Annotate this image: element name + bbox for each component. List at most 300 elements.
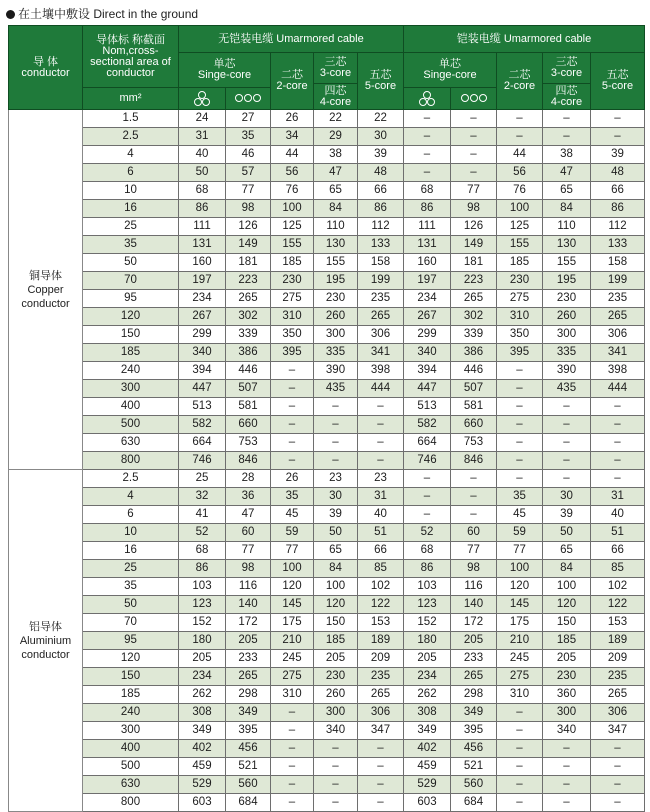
cell-current-rating: 153 [358,614,404,632]
cell-current-rating: 349 [451,704,497,722]
cell-current-rating: – [497,740,543,758]
cell-current-rating: 298 [226,686,271,704]
cell-current-rating: 150 [543,614,591,632]
cell-current-rating: – [451,164,497,182]
cell-current-rating: 40 [591,506,645,524]
cell-current-rating: 444 [591,380,645,398]
header-nom-cn: 导体标 称截面 [95,33,166,46]
cell-current-rating: – [497,470,543,488]
cell-current-rating: – [404,164,451,182]
cell-current-rating: 98 [226,560,271,578]
header-5-core-armored [591,53,645,110]
cell-current-rating: – [543,452,591,470]
cell-current-rating: 275 [271,290,314,308]
cell-current-rating: 131 [179,236,226,254]
cell-current-rating: 223 [451,272,497,290]
cell-current-rating: 39 [358,146,404,164]
table-row [9,524,645,542]
cell-current-rating: 394 [179,362,226,380]
header-3-core [314,53,358,84]
cell-current-rating: – [314,794,358,812]
cell-current-rating: 66 [358,542,404,560]
cell-current-rating: 275 [497,290,543,308]
cell-current-rating: 521 [451,758,497,776]
cell-current-rating: 155 [271,236,314,254]
cell-current-rating: 65 [543,182,591,200]
cell-current-rating: 265 [358,308,404,326]
cell-current-rating: 306 [358,704,404,722]
cell-current-rating: 149 [451,236,497,254]
cell-current-rating: – [497,758,543,776]
cell-current-rating: 360 [543,686,591,704]
cell-current-rating: – [271,380,314,398]
cell-current-rating: 235 [358,290,404,308]
cell-current-rating: 86 [591,200,645,218]
cell-current-rating: 23 [314,470,358,488]
three-cn: 三芯 [555,56,578,68]
cell-cross-section: 4 [83,146,179,164]
cell-current-rating: 111 [404,218,451,236]
cell-cross-section: 185 [83,686,179,704]
cell-current-rating: 116 [451,578,497,596]
cell-current-rating: 100 [271,200,314,218]
caption-text: 在土壤中敷设 Direct in the ground [18,7,199,21]
cell-current-rating: 846 [226,452,271,470]
single-en: Singe-core [197,69,252,81]
cell-current-rating: 122 [358,596,404,614]
cell-current-rating: 308 [404,704,451,722]
header-conductor [9,26,83,110]
cell-current-rating: 22 [358,110,404,128]
trefoil-icon [404,88,451,110]
cell-current-rating: – [314,452,358,470]
header-armored-group: 铠装电缆 Umarmored cable [404,26,645,53]
cell-current-rating: 45 [271,506,314,524]
cell-current-rating: 402 [179,740,226,758]
cell-current-rating: 846 [451,452,497,470]
cell-current-rating: 112 [358,218,404,236]
cell-current-rating: – [271,434,314,452]
cell-current-rating: 456 [451,740,497,758]
cell-current-rating: 205 [314,650,358,668]
cell-current-rating: 341 [591,344,645,362]
cell-current-rating: – [358,452,404,470]
cell-current-rating: – [497,398,543,416]
cell-current-rating: 300 [314,704,358,722]
cell-current-rating: 446 [451,362,497,380]
cell-current-rating: 235 [591,290,645,308]
table-row [9,110,645,128]
single-cn: 单芯 [213,58,236,70]
cell-current-rating: 77 [271,542,314,560]
cell-current-rating: – [591,794,645,812]
header-4-core [314,84,358,110]
cell-cross-section: 95 [83,632,179,650]
cell-current-rating: 84 [543,200,591,218]
cell-current-rating: 44 [497,146,543,164]
cell-current-rating: – [314,434,358,452]
single-en: Singe-core [423,69,477,81]
cell-current-rating: – [271,722,314,740]
cell-current-rating: 265 [451,668,497,686]
cell-current-rating: 86 [404,200,451,218]
cell-current-rating: – [404,470,451,488]
cell-current-rating: 262 [179,686,226,704]
cell-cross-section: 16 [83,200,179,218]
cell-current-rating: 223 [226,272,271,290]
cell-current-rating: 48 [358,164,404,182]
cell-current-rating: 68 [404,542,451,560]
cell-current-rating: 68 [404,182,451,200]
cell-current-rating: 149 [226,236,271,254]
four-cn: 四芯 [324,84,347,97]
cell-current-rating: – [271,362,314,380]
cell-current-rating: 341 [358,344,404,362]
cell-current-rating: 300 [314,326,358,344]
cell-current-rating: 47 [226,506,271,524]
cell-current-rating: 102 [358,578,404,596]
cell-cross-section: 800 [83,794,179,812]
cell-cross-section: 150 [83,326,179,344]
cell-current-rating: 26 [271,470,314,488]
cell-current-rating: 386 [226,344,271,362]
cell-current-rating: 395 [451,722,497,740]
single-cn: 单芯 [439,58,461,70]
table-row [9,308,645,326]
table-row [9,488,645,506]
cell-current-rating: 310 [497,686,543,704]
cell-current-rating: – [497,434,543,452]
cell-current-rating: 529 [179,776,226,794]
cell-current-rating: 152 [404,614,451,632]
cell-current-rating: 158 [591,254,645,272]
cell-current-rating: 65 [543,542,591,560]
cell-current-rating: 298 [451,686,497,704]
cell-current-rating: 116 [226,578,271,596]
cell-current-rating: 684 [451,794,497,812]
cell-current-rating: 35 [271,488,314,506]
cell-current-rating: 155 [543,254,591,272]
cell-current-rating: 664 [179,434,226,452]
cell-cross-section: 70 [83,614,179,632]
header-unarmored-group: 无铠装电缆 Umarmored cable [179,26,404,53]
cell-current-rating: 120 [314,596,358,614]
cell-current-rating: – [543,416,591,434]
table-row [9,254,645,272]
cell-cross-section: 95 [83,290,179,308]
cell-current-rating: 581 [226,398,271,416]
cell-current-rating: 205 [451,632,497,650]
cell-current-rating: 245 [271,650,314,668]
cell-current-rating: 39 [591,146,645,164]
cell-current-rating: 230 [314,290,358,308]
cell-current-rating: 140 [226,596,271,614]
cell-current-rating: 155 [497,236,543,254]
cell-current-rating: 31 [591,488,645,506]
cell-current-rating: 395 [497,344,543,362]
cell-current-rating: 103 [179,578,226,596]
cell-current-rating: – [497,110,543,128]
table-row [9,218,645,236]
table-row [9,542,645,560]
cell-current-rating: 180 [179,632,226,650]
cell-current-rating: 347 [591,722,645,740]
cell-current-rating: 40 [358,506,404,524]
cell-current-rating: 84 [314,560,358,578]
cell-current-rating: 507 [451,380,497,398]
header-conductor-en: conductor [21,66,70,79]
cell-current-rating: 60 [451,524,497,542]
cell-current-rating: 175 [271,614,314,632]
table-row [9,452,645,470]
cell-current-rating: 155 [314,254,358,272]
cell-current-rating: 52 [179,524,226,542]
cell-current-rating: 77 [497,542,543,560]
cell-current-rating: 199 [591,272,645,290]
cell-current-rating: 560 [451,776,497,794]
three-en: 3-core [319,67,352,79]
table-row [9,506,645,524]
cell-current-rating: – [591,470,645,488]
cell-cross-section: 2.5 [83,470,179,488]
cell-current-rating: 27 [226,110,271,128]
cell-current-rating: – [543,110,591,128]
four-en: 4-core [319,95,352,108]
cell-current-rating: 38 [314,146,358,164]
cell-current-rating: 446 [226,362,271,380]
cell-cross-section: 6 [83,506,179,524]
cell-current-rating: 41 [179,506,226,524]
group-name-cn: 铝导体 [29,620,62,633]
cell-current-rating: 30 [358,128,404,146]
cell-current-rating: – [591,776,645,794]
cell-current-rating: 102 [591,578,645,596]
cell-current-rating: 59 [271,524,314,542]
cell-cross-section: 185 [83,344,179,362]
cell-current-rating: 664 [404,434,451,452]
cell-current-rating: – [543,470,591,488]
cell-current-rating: 85 [591,560,645,578]
cell-current-rating: – [497,452,543,470]
cell-current-rating: 210 [497,632,543,650]
group-copper-conductor [9,110,83,470]
table-row [9,434,645,452]
cell-current-rating: 233 [226,650,271,668]
cell-current-rating: 125 [271,218,314,236]
table-row [9,128,645,146]
cell-current-rating: 205 [404,650,451,668]
table-row [9,200,645,218]
cell-current-rating: 110 [543,218,591,236]
cell-current-rating: 390 [314,362,358,380]
cell-current-rating: – [543,758,591,776]
cell-current-rating: 349 [226,704,271,722]
cell-current-rating: 529 [404,776,451,794]
cell-current-rating: 40 [179,146,226,164]
cell-cross-section: 120 [83,308,179,326]
cell-current-rating: 230 [543,668,591,686]
cell-current-rating: 262 [404,686,451,704]
cell-current-rating: 507 [226,380,271,398]
cell-current-rating: 349 [404,722,451,740]
cell-current-rating: 582 [404,416,451,434]
table-row [9,650,645,668]
cell-current-rating: 50 [179,164,226,182]
table-row [9,344,645,362]
cell-current-rating: 245 [497,650,543,668]
table-row [9,398,645,416]
table-row [9,794,645,812]
cell-cross-section: 500 [83,416,179,434]
cell-cross-section: 50 [83,254,179,272]
table-row [9,182,645,200]
cell-current-rating: 152 [179,614,226,632]
cell-current-rating: – [497,128,543,146]
cell-current-rating: 260 [543,308,591,326]
cell-current-rating: 299 [404,326,451,344]
cell-current-rating: 36 [226,488,271,506]
cell-current-rating: – [497,794,543,812]
group-aluminium-conductor [9,470,83,812]
cell-current-rating: 175 [497,614,543,632]
cell-current-rating: 340 [543,722,591,740]
cell-current-rating: – [451,488,497,506]
cell-current-rating: 110 [314,218,358,236]
cell-current-rating: 230 [543,290,591,308]
cell-current-rating: 306 [591,704,645,722]
cell-current-rating: 172 [226,614,271,632]
cell-cross-section: 630 [83,434,179,452]
cell-current-rating: 753 [451,434,497,452]
cell-current-rating: 22 [314,110,358,128]
cell-current-rating: – [451,506,497,524]
table-row [9,164,645,182]
cell-current-rating: – [314,398,358,416]
cell-current-rating: 306 [358,326,404,344]
cell-current-rating: 52 [404,524,451,542]
cell-current-rating: 51 [358,524,404,542]
cell-current-rating: 205 [543,650,591,668]
group-name-en: Copper conductor [21,283,70,310]
cell-current-rating: 145 [497,596,543,614]
cell-current-rating: 122 [591,596,645,614]
cell-current-rating: 39 [543,506,591,524]
table-row [9,470,645,488]
group-name-en: Aluminium conductor [19,634,72,661]
cell-current-rating: – [358,434,404,452]
cell-current-rating: 267 [404,308,451,326]
cell-current-rating: 125 [497,218,543,236]
cell-current-rating: 302 [451,308,497,326]
two-cn: 二芯 [281,69,303,81]
cell-current-rating: 123 [404,596,451,614]
cell-cross-section: 16 [83,542,179,560]
cell-current-rating: 560 [226,776,271,794]
cell-current-rating: 158 [358,254,404,272]
cell-current-rating: 300 [543,704,591,722]
cell-current-rating: 126 [451,218,497,236]
cell-current-rating: – [497,776,543,794]
cell-current-rating: – [358,416,404,434]
cell-current-rating: – [497,362,543,380]
cell-current-rating: 306 [591,326,645,344]
four-cn: 四芯 [555,84,578,97]
table-row [9,146,645,164]
cell-current-rating: 275 [271,668,314,686]
cell-current-rating: 349 [179,722,226,740]
cell-current-rating: 310 [271,686,314,704]
table-row [9,578,645,596]
flat-formation-icon [226,88,271,110]
cell-current-rating: 265 [226,290,271,308]
cell-current-rating: 234 [404,668,451,686]
cell-current-rating: – [591,434,645,452]
cell-current-rating: 265 [591,686,645,704]
cell-current-rating: 47 [314,164,358,182]
cell-current-rating: – [497,704,543,722]
cell-current-rating: 197 [404,272,451,290]
cell-current-rating: 86 [179,200,226,218]
cell-current-rating: 34 [271,128,314,146]
cell-current-rating: – [271,704,314,722]
cell-cross-section: 70 [83,272,179,290]
cell-current-rating: 513 [179,398,226,416]
cell-current-rating: 172 [451,614,497,632]
cell-current-rating: 260 [314,308,358,326]
cell-current-rating: 582 [179,416,226,434]
cell-current-rating: 398 [591,362,645,380]
five-en: 5-core [601,80,634,92]
cell-current-rating: 395 [271,344,314,362]
header-unit: mm² [83,88,179,110]
cell-cross-section: 50 [83,596,179,614]
cell-current-rating: – [543,128,591,146]
cell-current-rating: 28 [226,470,271,488]
cell-current-rating: 120 [497,578,543,596]
cell-current-rating: 684 [226,794,271,812]
cell-current-rating: 447 [179,380,226,398]
cell-current-rating: 230 [314,668,358,686]
cell-current-rating: – [271,794,314,812]
cell-current-rating: 185 [314,632,358,650]
cell-current-rating: 133 [591,236,645,254]
cell-current-rating: 123 [179,596,226,614]
cell-current-rating: – [451,128,497,146]
cell-current-rating: 45 [497,506,543,524]
cell-current-rating: 26 [271,110,314,128]
cell-current-rating: 120 [543,596,591,614]
cell-current-rating: 603 [404,794,451,812]
cell-current-rating: 140 [451,596,497,614]
cell-current-rating: 234 [179,668,226,686]
cell-cross-section: 630 [83,776,179,794]
cell-current-rating: 398 [358,362,404,380]
table-row [9,290,645,308]
cell-current-rating: 435 [543,380,591,398]
cell-current-rating: – [404,110,451,128]
cell-current-rating: 603 [179,794,226,812]
cell-current-rating: – [314,776,358,794]
cell-current-rating: – [543,434,591,452]
cell-current-rating: 185 [543,632,591,650]
cell-current-rating: 195 [314,272,358,290]
cell-current-rating: 302 [226,308,271,326]
cell-current-rating: 77 [226,182,271,200]
cell-current-rating: 189 [358,632,404,650]
cell-cross-section: 500 [83,758,179,776]
current-rating-table [8,25,645,812]
cell-current-rating: 50 [543,524,591,542]
